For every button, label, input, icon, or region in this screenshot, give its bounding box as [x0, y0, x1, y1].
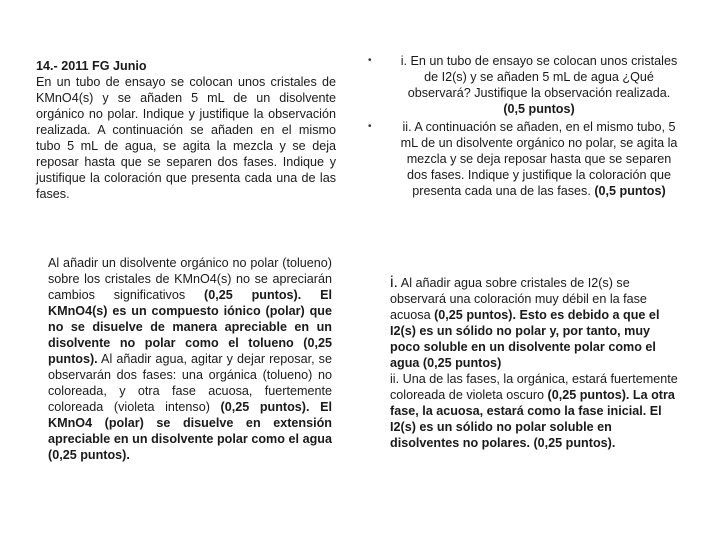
answer-left-part-3: Al añadir agua, agitar y dejar reposar, se observarán dos fases: una orgánica (tolueno) no coloreada, y otra fase acuosa, fuertemente coloreada (violeta intenso): [48, 352, 332, 414]
bullet-icon: •: [368, 55, 372, 66]
answer-i-bold: (0,25 puntos). Esto es debido a que el I2(s) es un sólido no polar y, por tanto, muy poco soluble en un disolvente polar como el agua (0,25 puntos): [390, 308, 660, 370]
list-item: [368, 119, 678, 199]
question-body: En un tubo de ensayo se colocan unos cristales de KMnO4(s) y se añaden 5 mL de un disolvente orgánico no polar. Indique y justifique la observación realizada. A continuación se añaden en el mismo tubo 5 mL de agua, se agita la mezcla y se deja reposar hasta que se separen dos fases. Indique y justifique la coloración que presenta cada una de las fases.: [36, 75, 336, 201]
answer-left-part-1: Al añadir un disolvente orgánico no polar (tolueno) sobre los cristales de KMnO4(s) no se apreciarán cambios significativos: [48, 256, 332, 302]
bullet-text: i. En un tubo de ensayo se colocan unos cristales de I2(s) y se añaden 5 mL de agua ¿Qué observará? Justifique la observación realizada.: [400, 54, 678, 100]
question-title: 14.- 2011 FG Junio: [36, 59, 147, 73]
bullet-points: (0,5 puntos): [503, 102, 575, 116]
answer-i-label: i.: [390, 274, 398, 291]
bullet-points: (0,5 puntos): [594, 184, 666, 198]
answer-left-part-4: (0,25 puntos). El KMnO4 (polar) se disuelve en extensión apreciable en un disolvente polar como el agua (0,25 puntos).: [48, 400, 333, 462]
bullet-text: ii. A continuación se añaden, en el mismo tubo, 5 mL de un disolvente orgánico no polar, se agita la mezcla y se deja reposar hasta que se separen dos fases. Indique y justifique la coloración que presenta cada una de las fases.: [400, 120, 678, 198]
answer-left-part-2: (0,25 puntos). El KMnO4(s) es un compuesto iónico (polar) que no se disuelve de manera apreciable en un disolvente no polar como el tolueno (0,25 puntos).: [48, 288, 332, 366]
bullet-icon: •: [368, 121, 372, 132]
answer-i-text: Al añadir agua sobre cristales de I2(s) se observará una coloración muy débil en la fase acuosa: [390, 276, 647, 322]
question-left: [36, 58, 336, 202]
answer-right: [390, 275, 680, 451]
answer-ii-bold: (0,25 puntos). La otra fase, la acuosa, estará como la fase inicial. El I2(s) es un sólido no polar soluble en disolventes no polares. (0,25 puntos).: [390, 388, 675, 450]
question-right-list: [368, 53, 678, 199]
list-item: [368, 53, 678, 117]
answer-ii-text: ii. Una de las fases, la orgánica, estará fuertemente coloreada de violeta oscuro: [390, 372, 678, 402]
answer-left: [48, 255, 332, 463]
